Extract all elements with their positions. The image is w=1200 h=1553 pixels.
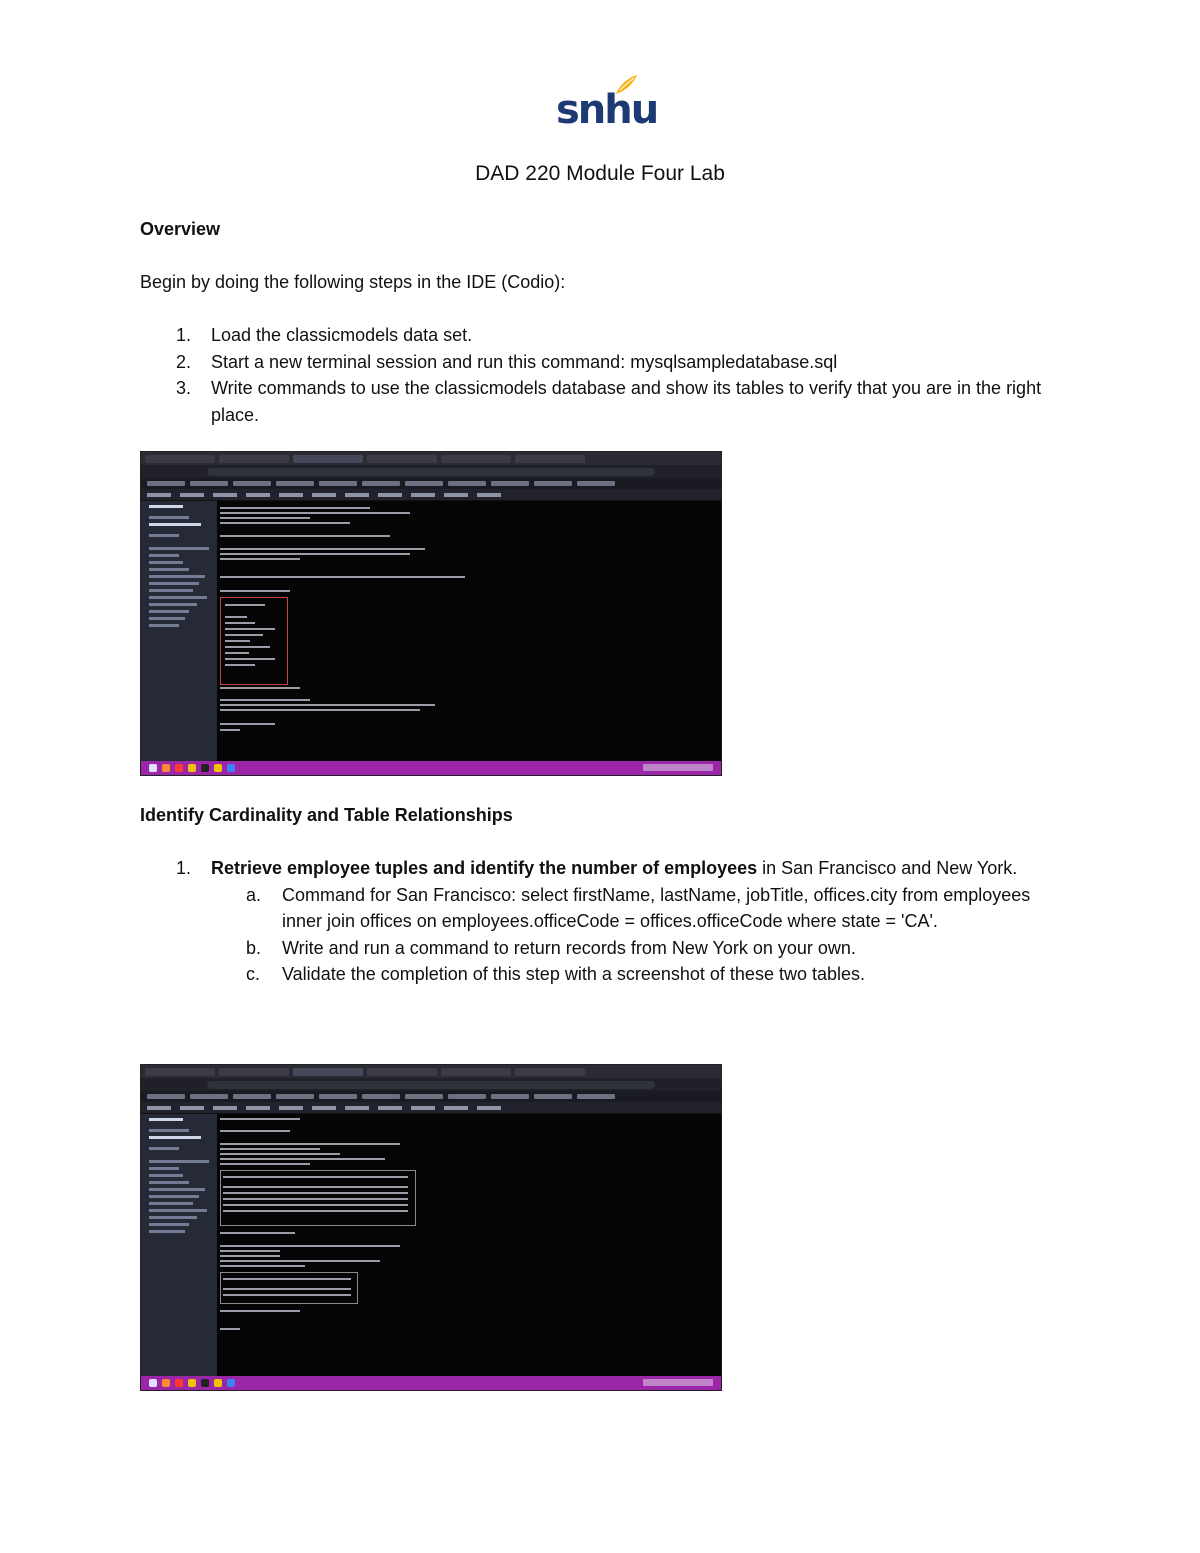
browser-address-bar xyxy=(141,1078,721,1091)
windows-taskbar xyxy=(141,761,721,775)
list-item: 1. Retrieve employee tuples and identify the number of employees in San Francisco and New York. xyxy=(176,858,1018,878)
browser-address-bar xyxy=(141,465,721,478)
list-item: a. Command for San Francisco: select firstName, lastName, jobTitle, offices.city from employees inner join offices on employees.officeCode = offices.officeCode where state = 'CA'. xyxy=(246,884,1031,931)
browser-tab-bar xyxy=(141,1065,721,1078)
ide-menu-bar xyxy=(141,1102,721,1113)
bookmarks-bar xyxy=(141,478,721,489)
list-item: b. Write and run a command to return records from New York on your own. xyxy=(246,937,856,958)
logo-wordmark: snhu xyxy=(556,87,658,133)
snhu-logo xyxy=(556,74,658,133)
list-item: 2. Start a new terminal session and run this command: mysqlsampledatabase.sql xyxy=(176,351,838,372)
browser-tab-bar xyxy=(141,452,721,465)
document-title: DAD 220 Module Four Lab xyxy=(475,162,725,185)
ide-file-sidebar xyxy=(141,1114,217,1376)
ide-menu-bar xyxy=(141,489,721,500)
overview-intro: Begin by doing the following steps in the IDE (Codio): xyxy=(140,272,566,292)
list-item: 1. Load the classicmodels data set. xyxy=(176,325,473,345)
screenshot-employee-queries xyxy=(140,1064,722,1391)
list-item: c. Validate the completion of this step with a screenshot of these two tables. xyxy=(246,964,865,984)
terminal-window xyxy=(217,1114,721,1376)
terminal-window xyxy=(217,501,721,761)
bookmarks-bar xyxy=(141,1091,721,1102)
list-item: 3. Write commands to use the classicmodels database and show its tables to verify that you are in the right place. xyxy=(176,378,1042,425)
ide-file-sidebar xyxy=(141,501,217,761)
screenshot-show-tables xyxy=(140,451,722,776)
overview-steps xyxy=(176,322,1056,428)
cardinality-steps xyxy=(176,855,1056,988)
cardinality-heading: Identify Cardinality and Table Relationships xyxy=(140,805,513,825)
overview-heading: Overview xyxy=(140,219,221,239)
windows-taskbar xyxy=(141,1376,721,1390)
